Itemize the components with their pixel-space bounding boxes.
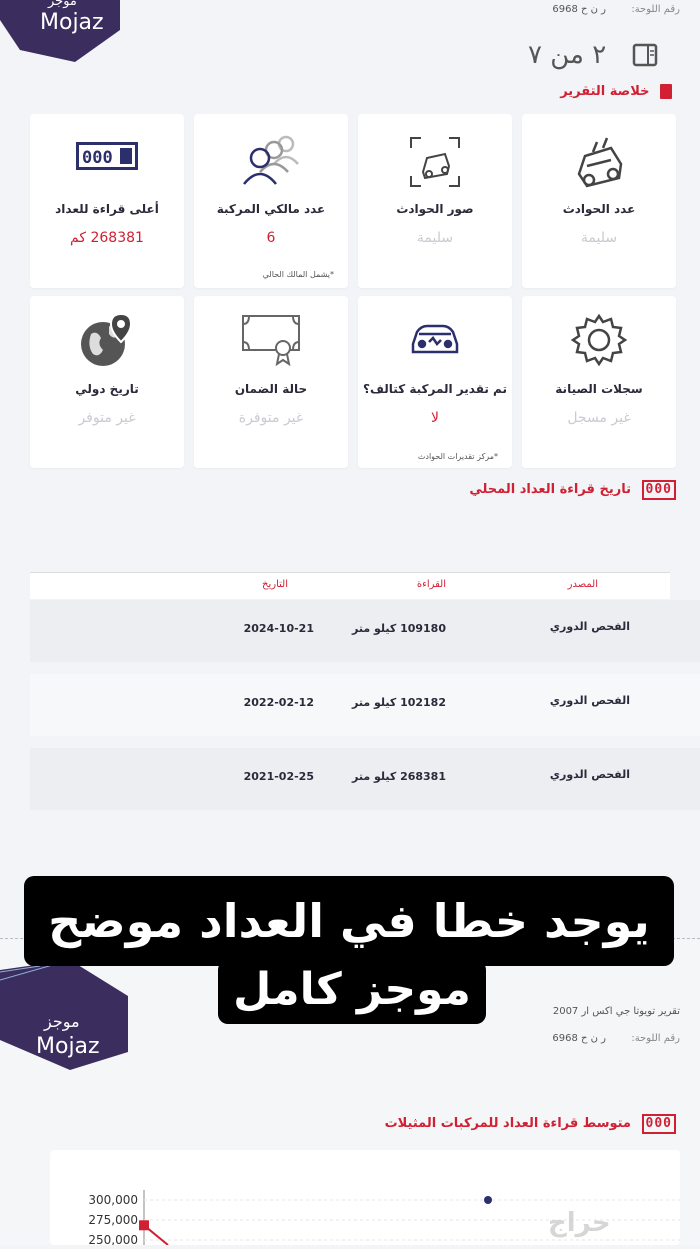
y-tick-label: 250,000 (88, 1233, 138, 1245)
row-reading: 268381 كيلو متر (351, 770, 446, 783)
wrecked-car-icon (407, 318, 463, 362)
plate-label: رقم اللوحة: (631, 1033, 680, 1044)
summary-title: خلاصة التقرير (560, 84, 672, 99)
row-date: 2024-10-21 (243, 622, 314, 635)
table-row (30, 674, 700, 736)
logo-text: Mojaz (40, 10, 104, 35)
card-accident-count (522, 114, 676, 288)
overlay-banner-line2 (218, 960, 486, 1024)
card-value: غير متوفرة (238, 410, 304, 426)
avg-odometer-title: 000 متوسط قراءة العداد للمركبات المثيلات (385, 1114, 676, 1134)
card-value: غير متوفر (78, 410, 136, 426)
card-note: *مركز تقديرات الحوادث (417, 452, 498, 461)
card-total-loss (358, 296, 512, 468)
card-accident-photos (358, 114, 512, 288)
logo-text: Mojaz (36, 1034, 100, 1059)
card-title: صور الحوادث (396, 202, 474, 216)
svg-text:000: 000 (82, 148, 113, 168)
col-source: المصدر (567, 579, 598, 590)
table-row (30, 600, 700, 662)
mojaz-logo-top (0, 0, 120, 62)
page-counter-text: ٢ من ٧ (528, 40, 607, 70)
card-owner-count (194, 114, 348, 288)
card-note: *يشمل المالك الحالي (262, 270, 334, 279)
card-international (30, 296, 184, 468)
gear-icon (569, 310, 629, 374)
report-title: تقرير تويوتا جي اكس ار 2007 (552, 1006, 680, 1017)
card-title: أعلى قراءة للعداد (55, 202, 159, 216)
table-row (30, 748, 700, 810)
card-value: سليمة (416, 230, 454, 246)
col-date: التاريخ (262, 579, 288, 590)
card-title: حالة الضمان (234, 382, 308, 396)
book-icon (632, 42, 656, 66)
card-value: 268381 كم (70, 230, 144, 246)
row-reading: 109180 كيلو متر (351, 622, 446, 635)
row-source: الفحص الدوري (549, 694, 630, 707)
plate-label: رقم اللوحة: (631, 4, 680, 15)
data-point (139, 1220, 149, 1230)
logo-text-ar: موجز (48, 0, 77, 9)
mojaz-logo-second (0, 960, 130, 1070)
row-source: الفحص الدوري (549, 768, 630, 781)
report-icon (660, 84, 672, 99)
plate-value: ر ن ح 6968 (552, 1033, 606, 1044)
logo-text-ar: موجز (44, 1012, 80, 1031)
table-header (30, 572, 670, 599)
card-value: سليمة (580, 230, 618, 246)
card-title: تم تقدير المركبة كتالف؟ (363, 382, 507, 396)
card-value: 6 (266, 230, 276, 246)
card-value: لا (431, 410, 439, 426)
card-title: تاريخ دولي (75, 382, 139, 396)
row-source: الفحص الدوري (549, 620, 630, 633)
card-highest-odometer (30, 114, 184, 288)
damaged-car-icon (567, 134, 631, 202)
car-photo-icon (405, 132, 465, 196)
y-tick-label: 275,000 (88, 1213, 138, 1227)
y-tick-label: 300,000 (88, 1193, 138, 1207)
page-counter (528, 40, 660, 72)
col-reading: القراءة (416, 579, 446, 590)
row-date: 2022-02-12 (243, 696, 314, 709)
data-point (484, 1196, 492, 1204)
globe-pin-icon (77, 310, 137, 374)
watermark: حراج (548, 1208, 611, 1238)
banner-line1: يوجد خطا في العداد موضح (48, 894, 650, 948)
row-reading: 102182 كيلو متر (351, 696, 446, 709)
card-value: غير مسجل (567, 410, 631, 426)
card-title: عدد مالكي المركبة (216, 202, 326, 216)
card-title: سجلات الصيانة (555, 382, 643, 396)
odometer-history-title: 000 تاريخ قراءة العداد المحلي (469, 480, 676, 500)
banner-line2: موجز كامل (233, 964, 471, 1015)
odometer-icon: 000 (642, 1114, 676, 1134)
row-date: 2021-02-25 (243, 770, 314, 783)
odometer-icon: 000 (642, 480, 676, 500)
card-warranty (194, 296, 348, 468)
odometer-icon (76, 142, 138, 174)
overlay-banner-line1 (24, 876, 674, 966)
certificate-icon (239, 310, 303, 370)
plate-value: ر ن ح 6968 (552, 4, 606, 15)
owners-icon (236, 130, 306, 194)
card-title: عدد الحوادث (562, 202, 636, 216)
card-maintenance (522, 296, 676, 468)
